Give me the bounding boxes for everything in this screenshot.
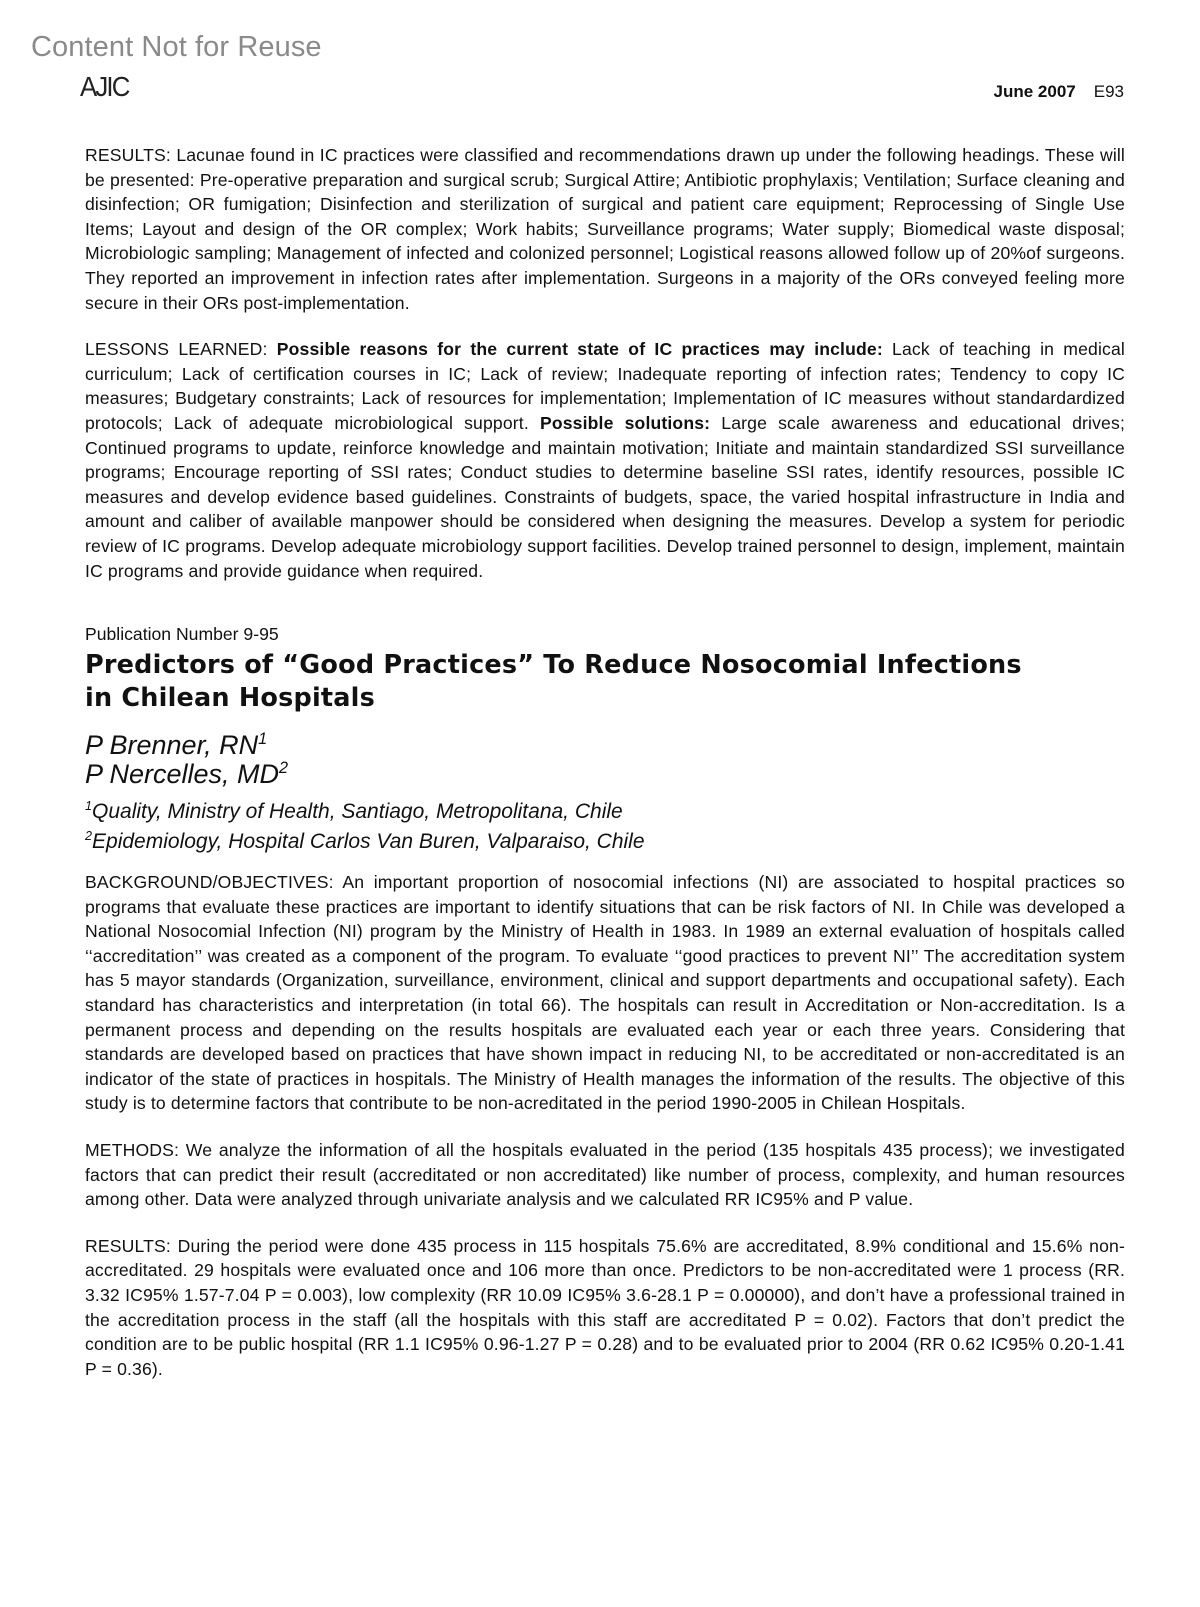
author-name: P Brenner, RN [85, 730, 259, 761]
prev-lessons-paragraph [85, 337, 1125, 583]
author-name: P Nercelles, MD [85, 759, 280, 790]
author-list [85, 731, 1125, 789]
affiliation-mark: 1 [85, 799, 93, 814]
author [85, 731, 1125, 760]
affiliation-text: Epidemiology, Hospital Carlos Van Buren, Valparaiso, Chile [92, 830, 645, 854]
publication-number: Publication Number 9-95 [85, 624, 279, 645]
author-affil-mark: 1 [258, 730, 268, 749]
results-paragraph: RESULTS: During the period were done 435 process in 115 hospitals 75.6% are accreditated, 8.9% conditional and 15.6% non-accreditated. 29 hospitals were evaluated once and 106 more than once. Predictors to be non-accreditated were 1 process (RR. 3.32 IC95% 1.57-7.04 P = 0.003), low complexity (RR 10.09 IC95% 3.6-28.1 P = 0.00000), and don’t have a professional trained in the accreditation process in the staff (all the hospitals with this staff are accreditated P = 0.02). Factors that don’t predict the condition are to be public hospital (RR 1.1 IC95% 0.96-1.27 P = 0.28) and to be evaluated prior to 2004 (RR 0.62 IC95% 0.20-1.41 P = 0.36). [85, 1235, 1125, 1379]
journal-logo: AJIC [80, 71, 129, 102]
prev-results-paragraph: RESULTS: Lacunae found in IC practices were classified and recommendations drawn up under the following headings. These will be presented: Pre-operative preparation and surgical scrub; Surgical Attire; Antibiotic prophylaxis; Ventilation; Surface cleaning and disinfection; OR fumigation; Disinfection and sterilization of surgical and patient care equipment; Reprocessing of Single Use Items; Layout and design of the OR complex; Work habits; Surveillance programs; Water supply; Biomedical waste disposal; Microbiologic sampling; Management of infected and colonized personnel; Logistical reasons allowed follow up of 20%of surgeons. They reported an improvement in infection rates after implementation. Surgeons in a majority of the ORs conveyed feeling more secure in their ORs post-implementation. [85, 145, 1125, 313]
page-number: E93 [1093, 82, 1124, 101]
lessons-bold-solutions: Possible solutions: [539, 412, 711, 433]
page-header [994, 82, 1124, 102]
lessons-lead: LESSONS LEARNED: [85, 339, 277, 360]
background-paragraph: BACKGROUND/OBJECTIVES: An important proportion of nosocomial infections (NI) are associated to hospital practices so programs that evaluate these practices are important to identify situations that can be risk factors of NI. In Chile was developed a National Nosocomial Infection (NI) program by the Ministry of Health in 1983. In 1989 an external evaluation of hospitals called ‘‘accreditation’’ was created as a component of the program. To evaluate ‘‘good practices to prevent NI’’ The accreditation system has 5 mayor standards (Organization, surveillance, environment, clinical and support departments and occupational safety). Each standard has characteristics and interpretation (in total 66). The hospitals can result in Accreditation or Non-accreditation. Is a permanent process and depending on the results hospitals are evaluated each year or each three years. Considering that standards are developed based on practices that have shown impact in reducing NI, to be accreditated or non-accreditated is an indicator of the state of practices in hospitals. The Ministry of Health manages the information of the results. The objective of this study is to determine factors that contribute to be non-acreditated in the period 1990-2005 in Chilean Hospitals. [85, 872, 1125, 1114]
watermark: Content Not for Reuse [31, 31, 322, 63]
affiliation [85, 827, 1125, 857]
methods-paragraph: METHODS: We analyze the information of all the hospitals evaluated in the period (135 hospitals 435 process); we investigated factors that can predict their result (accreditated or non accreditated) like number of process, complexity, and human resources among other. Data were analyzed through univariate analysis and we calculated RR IC95% and P value. [85, 1140, 1125, 1210]
affiliation [85, 797, 1125, 827]
lessons-bold-reasons: Possible reasons for the current state of IC practices may include: [276, 339, 883, 360]
article-title-line1: Predictors of “Good Practices” To Reduce Nosocomial Infections [85, 650, 1022, 681]
author-affil-mark: 2 [279, 759, 289, 778]
issue-date: June 2007 [993, 82, 1076, 101]
lessons-text-solutions: Large scale awareness and educational drives; Continued programs to update, reinforce knowledge and maintain motivation; Initiate and maintain standardized SSI surveillance programs; Encourage reporting of SSI rates; Conduct studies to determine baseline SSI rates, identify resources, possible IC measures and develop evidence based guidelines. Constraints of budgets, space, the varied hospital infrastructure in India and amount and caliber of available manpower should be considered when designing the measures. Develop a system for periodic review of IC programs. Develop adequate microbiology support facilities. Develop trained personnel to design, implement, maintain IC programs and provide guidance when required. [85, 412, 1125, 581]
lessons-text-reasons: Lack of teaching in medical curriculum; Lack of certification courses in IC; Lack of review; Inadequate reporting of infection rates; Tendency to copy IC measures; Budgetary constraints; Lack of resources for implementation; Implementation of IC measures without standardardized protocols; Lack of adequate microbiological support. [85, 339, 1125, 433]
page-content [85, 143, 1125, 1381]
affiliation-text: Quality, Ministry of Health, Santiago, Metropolitana, Chile [92, 800, 623, 824]
affiliation-list [85, 797, 1125, 857]
author [85, 760, 1125, 789]
affiliation-mark: 2 [85, 829, 93, 844]
article-title [85, 649, 1125, 715]
article-title-line2: in Chilean Hospitals [85, 683, 376, 714]
